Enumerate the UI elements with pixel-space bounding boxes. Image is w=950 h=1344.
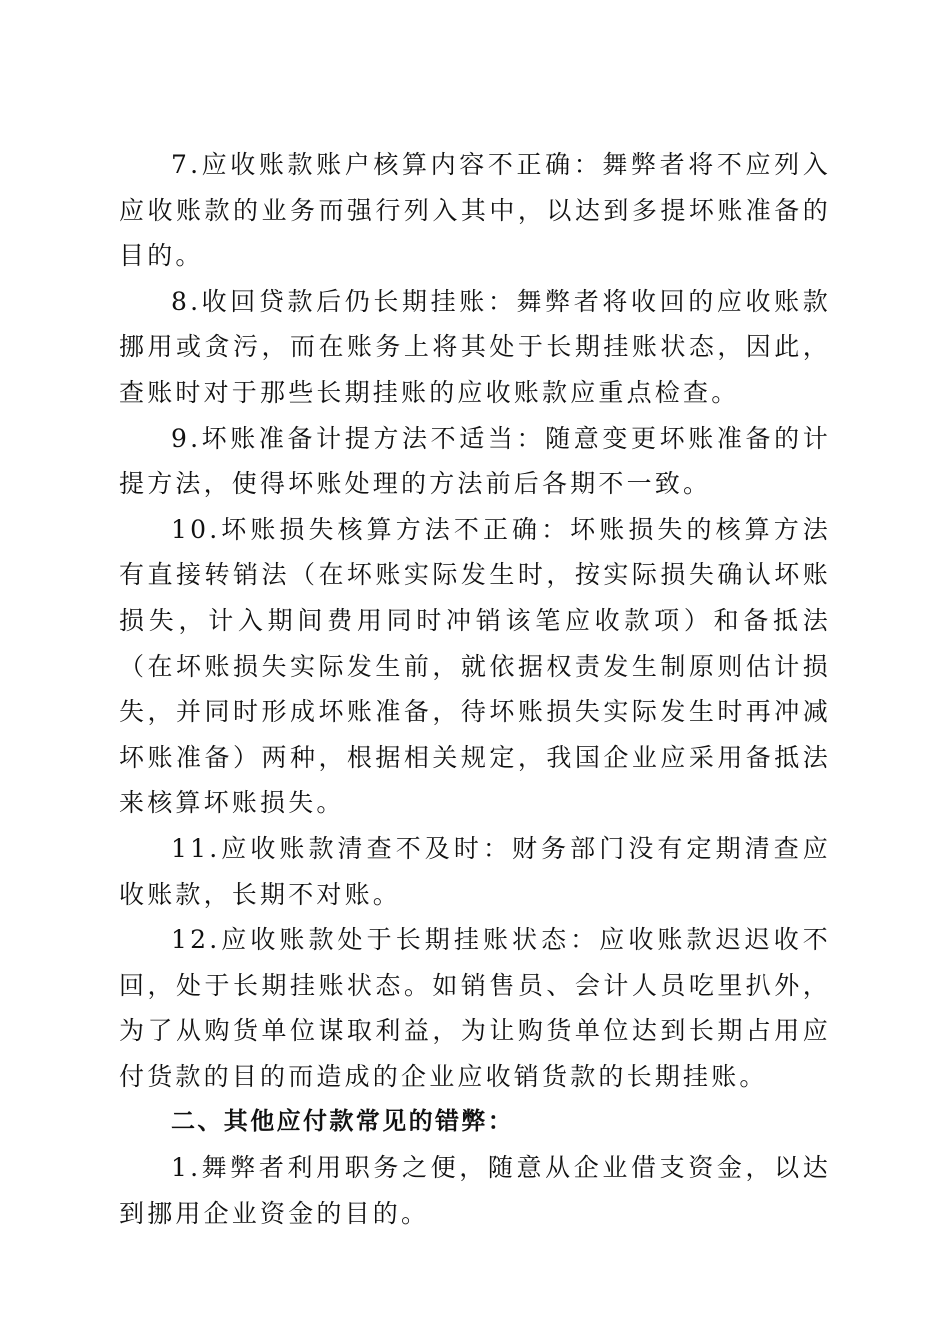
paragraph-10: 10.坏账损失核算方法不正确：坏账损失的核算方法有直接转销法（在坏账实际发生时，按实际损失确认坏账损失，计入期间费用同时冲销该笔应收款项）和备抵法（在坏账损失实际发生前，就依据权责发生制原则估计损失，并同时形成坏账准备，待坏账损失实际发生时再冲减坏账准备）两种，根据相关规定，我国企业应采用备抵法来核算坏账损失。 xyxy=(119,514,831,818)
paragraph-section2-1: 1.舞弊者利用职务之便，随意从企业借支资金，以达到挪用企业资金的目的。 xyxy=(119,1153,831,1228)
paragraph-12: 12.应收账款处于长期挂账状态：应收账款迟迟收不回，处于长期挂账状态。如销售员、会计人员吃里扒外，为了从购货单位谋取利益，为让购货单位达到长期占用应付货款的目的而造成的企业应收销货款的长期挂账。 xyxy=(119,925,831,1091)
paragraph-7: 7.应收账款账户核算内容不正确：舞弊者将不应列入应收账款的业务而强行列入其中，以达到多提坏账准备的目的。 xyxy=(119,150,831,271)
paragraph-11: 11.应收账款清查不及时：财务部门没有定期清查应收账款，长期不对账。 xyxy=(119,833,831,909)
document-page xyxy=(119,142,831,1236)
paragraph-9: 9.坏账准备计提方法不适当：随意变更坏账准备的计提方法，使得坏账处理的方法前后各期不一致。 xyxy=(119,423,831,499)
section-heading: 二、其他应付款常见的错弊： xyxy=(171,1107,515,1136)
paragraph-8: 8.收回贷款后仍长期挂账：舞弊者将收回的应收账款挪用或贪污，而在账务上将其处于长期挂账状态，因此，查账时对于那些长期挂账的应收账款应重点检查。 xyxy=(119,286,831,407)
